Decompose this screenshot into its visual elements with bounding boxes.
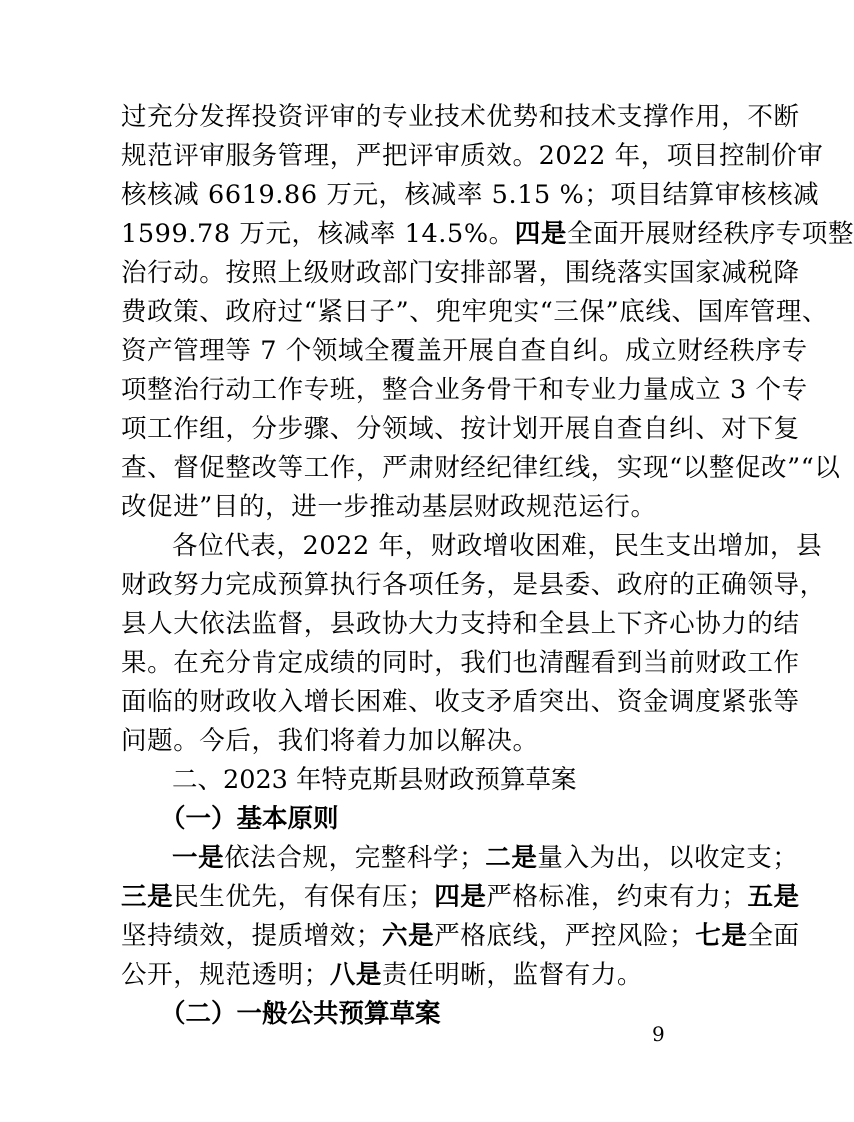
text-run: 全面开展财经秩序专项整 (566, 219, 854, 249)
text-line: 费政策、政府过“紧日子”、兜牢兜实“三保”底线、国库管理、 (121, 297, 829, 327)
text-line: 果。在充分肯定成绩的同时，我们也清醒看到当前财政工作 (121, 648, 800, 678)
text-line: 各位代表，2022 年，财政增收困难，民生支出增加，县 (172, 531, 823, 561)
section-heading: 二、2023 年特克斯县财政预算草案 (172, 765, 577, 795)
text-line: 查、督促整改等工作，严肃财经纪律红线，实现“以整促改”“以 (121, 453, 841, 483)
principles-line (121, 881, 800, 913)
subheading-general-budget: （二）一般公共预算草案 (160, 999, 441, 1029)
principles-line (172, 842, 799, 874)
text-line: 改促进”目的，进一步推动基层财政规范运行。 (121, 492, 657, 522)
text-line: 规范评审服务管理，严把评审质效。2022 年，项目控制价审 (121, 141, 824, 171)
text-run: 1599.78 万元，核减率 14.5%。 (121, 219, 515, 249)
text-run: 公开，规范透明； (121, 960, 330, 990)
text-line: 问题。今后，我们将着力加以解决。 (121, 726, 539, 756)
text-run: 责任明晰，监督有力。 (382, 960, 644, 990)
emphasis-label: 一是 (172, 843, 225, 873)
text-line: 核核减 6619.86 万元，核减率 5.15 %；项目结算审核核减 (121, 180, 820, 210)
text-line (121, 218, 854, 250)
emphasis-label: 六是 (382, 921, 435, 951)
page-number: 9 (652, 1022, 665, 1046)
text-run: 严格标准，约束有力； (486, 882, 748, 912)
text-run: 坚持绩效，提质增效； (121, 921, 383, 951)
text-line: 面临的财政收入增长困难、收支矛盾突出、资金调度紧张等 (121, 687, 800, 717)
text-line: 资产管理等 7 个领域全覆盖开展自查自纠。成立财经秩序专 (121, 336, 808, 366)
text-run: 依法合规，完整科学； (224, 843, 486, 873)
emphasis-label: 八是 (329, 960, 383, 990)
emphasis-label: 七是 (695, 921, 748, 951)
text-run: 量入为出，以收定支； (537, 843, 799, 873)
text-line: 过充分发挥投资评审的专业技术优势和技术支撑作用，不断 (121, 102, 800, 132)
text-line: 财政努力完成预算执行各项任务，是县委、政府的正确领导， (121, 570, 826, 600)
emphasis-label: 五是 (747, 882, 800, 912)
text-line: 项工作组，分步骤、分领域、按计划开展自查自纠、对下复 (121, 414, 800, 444)
emphasis-label: 三是 (121, 882, 174, 912)
text-run: 民生优先，有保有压； (173, 882, 435, 912)
text-line: 治行动。按照上级财政部门安排部署，围绕落实国家减税降 (121, 258, 800, 288)
text-line: 县人大依法监督，县政协大力支持和全县上下齐心协力的结 (121, 609, 800, 639)
emphasis-label: 四是 (434, 882, 487, 912)
principles-line (121, 959, 672, 991)
emphasis-label: 四是 (514, 219, 567, 249)
principles-line (121, 920, 800, 952)
emphasis-label: 二是 (485, 843, 538, 873)
text-line: 项整治行动工作专班，整合业务骨干和专业力量成立 3 个专 (121, 375, 808, 405)
text-run: 全面 (747, 921, 800, 951)
subheading-basic-principles: （一）基本原则 (160, 804, 339, 834)
text-run: 严格底线，严控风险； (434, 921, 696, 951)
